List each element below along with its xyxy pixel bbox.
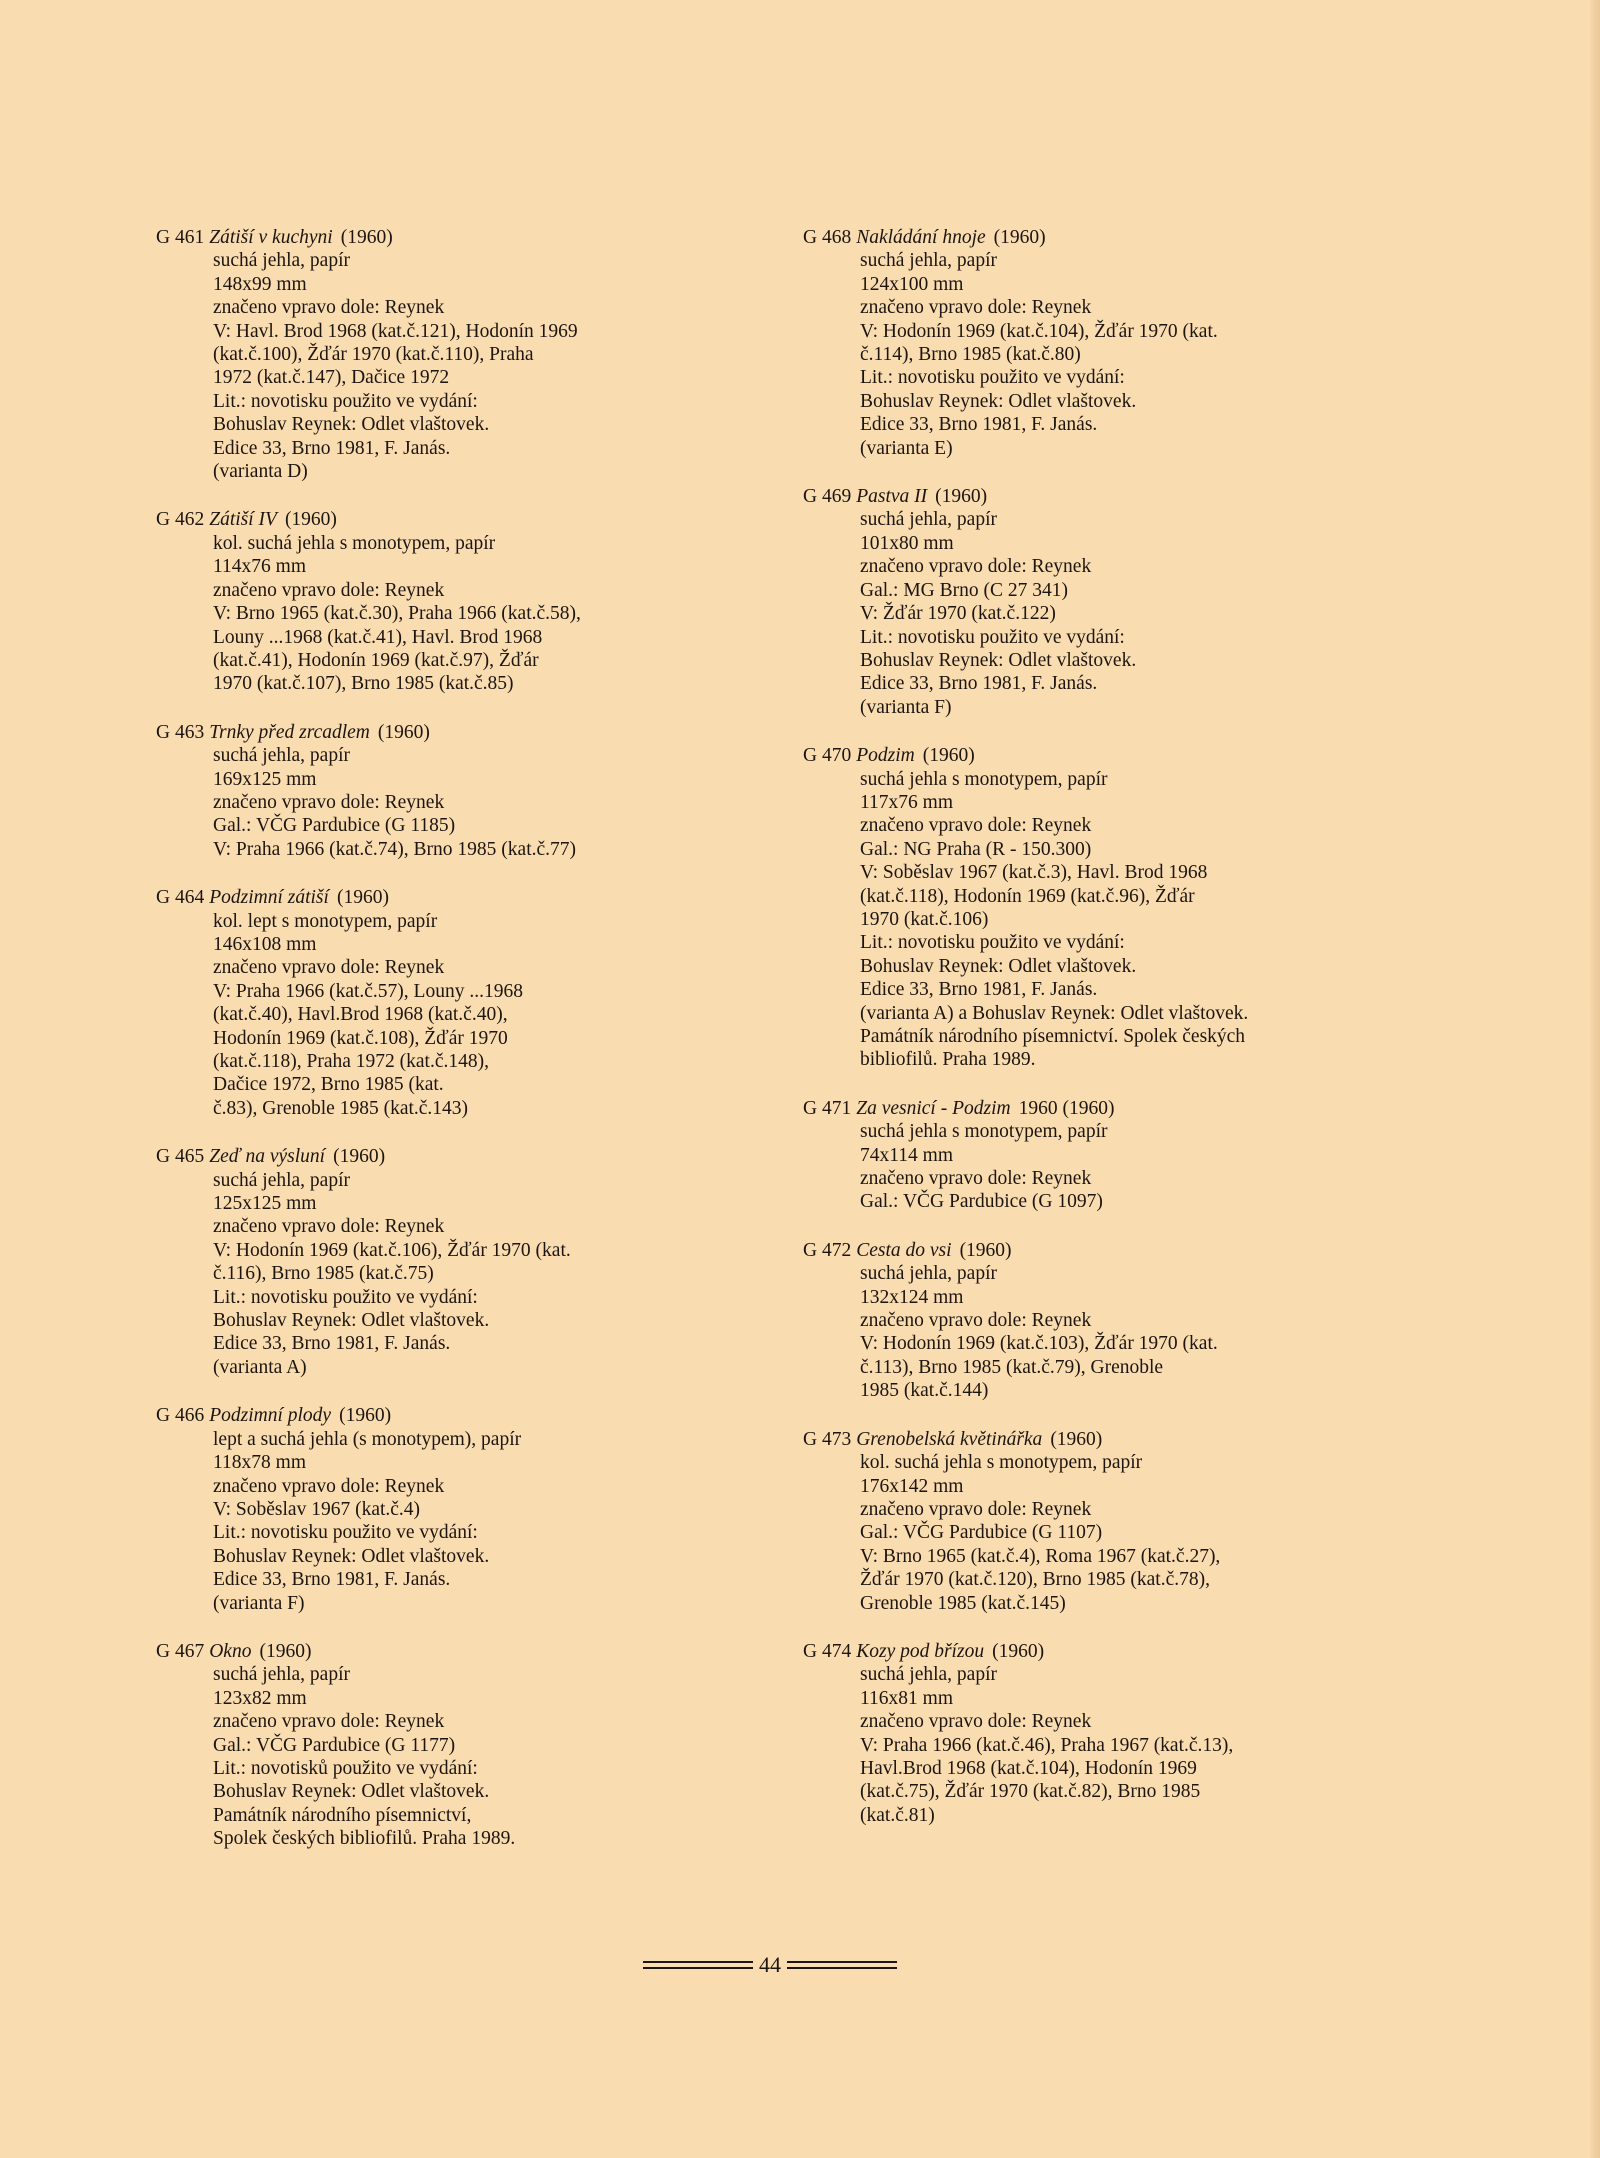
entry-detail-line: (varianta F) [213,1592,305,1614]
entry-details [156,1663,676,1850]
entry-detail-line: 1970 (kat.č.107), Brno 1985 (kat.č.85) [213,673,514,695]
entry-detail-line: značeno vpravo dole: Reynek [213,1475,445,1497]
entry-detail-line: Lit.: novotisku použito ve vydání: [213,390,478,412]
catalog-column-left [156,226,676,1876]
entry-detail-line: 118x78 mm [213,1452,306,1474]
entry-year: (1960) [935,486,988,508]
entry-detail-line: Bohuslav Reynek: Odlet vlaštovek. [860,649,1137,671]
entry-details [803,249,1323,460]
entry-detail-line: kol. lept s monotypem, papír [213,910,438,932]
entry-detail-line: suchá jehla s monotypem, papír [860,1121,1108,1143]
entry-detail-line: suchá jehla, papír [860,509,997,531]
entry-detail-line: značeno vpravo dole: Reynek [860,556,1092,578]
entry-detail-line: (kat.č.118), Hodonín 1969 (kat.č.96), Žďár [860,885,1195,907]
entry-number: G 465 [156,1146,205,1168]
entry-detail-line: 123x82 mm [213,1687,307,1709]
entry-detail-line: Bohuslav Reynek: Odlet vlaštovek. [860,955,1137,977]
entry-detail-line: č.113), Brno 1985 (kat.č.79), Grenoble [860,1356,1164,1378]
entry-heading [803,485,1323,508]
entry-detail-line: Lit.: novotisků použito ve vydání: [213,1757,478,1779]
entry-heading [156,508,676,531]
entry-detail-line: značeno vpravo dole: Reynek [860,1711,1092,1733]
entry-detail-line: Edice 33, Brno 1981, F. Janás. [213,1569,451,1591]
entry-detail-line: Grenoble 1985 (kat.č.145) [860,1592,1066,1614]
page-footer [625,1950,915,1980]
entry-title: Podzimní zátiší [209,887,329,909]
entry-detail-line: Hodonín 1969 (kat.č.108), Žďár 1970 [213,1027,508,1049]
entry-detail-line: značeno vpravo dole: Reynek [213,297,445,319]
entry-detail-line: suchá jehla, papír [860,250,997,272]
entry-heading [156,721,676,744]
entry-details [803,508,1323,719]
entry-details [156,532,676,696]
entry-number: G 471 [803,1097,852,1119]
entry-detail-line: (kat.č.41), Hodonín 1969 (kat.č.97), Žďár [213,649,539,671]
entry-detail-line: V: Havl. Brod 1968 (kat.č.121), Hodonín 1969 [213,320,578,342]
entry-detail-line: V: Žďár 1970 (kat.č.122) [860,603,1056,625]
entry-year: (1960) [339,1405,392,1427]
entry-detail-line: 1970 (kat.č.106) [860,908,989,930]
entry-detail-line: Bohuslav Reynek: Odlet vlaštovek. [213,414,490,436]
entry-detail-line: 176x142 mm [860,1475,964,1497]
entry-detail-line: Bohuslav Reynek: Odlet vlaštovek. [860,390,1137,412]
entry-detail-line: lept a suchá jehla (s monotypem), papír [213,1428,522,1450]
catalog-entry [803,226,1323,460]
entry-detail-line: (varianta A) a Bohuslav Reynek: Odlet vlaštovek. [860,1002,1249,1024]
entry-number: G 472 [803,1239,852,1261]
entry-details [156,249,676,483]
entry-title: Kozy pod břízou [856,1640,985,1662]
entry-detail-line: Edice 33, Brno 1981, F. Janás. [860,979,1098,1001]
entry-title: Cesta do vsi [856,1239,952,1261]
entry-heading [156,1404,676,1427]
entry-year: (1960) [1050,1428,1103,1450]
entry-detail-line: Bohuslav Reynek: Odlet vlaštovek. [213,1545,490,1567]
entry-detail-line: suchá jehla s monotypem, papír [860,768,1108,790]
entry-detail-line: Bohuslav Reynek: Odlet vlaštovek. [213,1781,490,1803]
entry-heading [803,1640,1323,1663]
entry-details [156,1169,676,1380]
entry-detail-line: značeno vpravo dole: Reynek [213,1216,445,1238]
entry-detail-line: Lit.: novotisku použito ve vydání: [860,626,1125,648]
entry-detail-line: V: Hodonín 1969 (kat.č.103), Žďár 1970 (kat. [860,1333,1218,1355]
entry-detail-line: V: Soběslav 1967 (kat.č.3), Havl. Brod 1968 [860,862,1208,884]
entry-detail-line: V: Soběslav 1967 (kat.č.4) [213,1498,421,1520]
catalog-entry [803,1097,1323,1214]
entry-year: (1960) [922,745,975,767]
entry-number: G 462 [156,509,205,531]
entry-detail-line: 116x81 mm [860,1687,953,1709]
entry-detail-line: značeno vpravo dole: Reynek [213,579,445,601]
page-edge [1590,0,1600,2158]
entry-detail-line: Havl.Brod 1968 (kat.č.104), Hodonín 1969 [860,1757,1197,1779]
entry-title: Podzim [856,745,915,767]
entry-detail-line: V: Brno 1965 (kat.č.30), Praha 1966 (kat.č.58), [213,603,581,625]
entry-number: G 469 [803,486,852,508]
catalog-entry [156,886,676,1120]
catalog-entry [156,1404,676,1615]
entry-detail-line: (varianta D) [213,461,308,483]
entry-details [803,1663,1323,1827]
catalog-entry [803,1239,1323,1403]
entry-detail-line: Lit.: novotisku použito ve vydání: [213,1286,478,1308]
entry-detail-line: V: Brno 1965 (kat.č.4), Roma 1967 (kat.č.27), [860,1545,1221,1567]
entry-detail-line: suchá jehla, papír [213,1169,350,1191]
entry-details [156,1428,676,1615]
entry-detail-line: (varianta E) [860,437,953,459]
entry-heading [803,1239,1323,1262]
entry-detail-line: Bohuslav Reynek: Odlet vlaštovek. [213,1310,490,1332]
entry-detail-line: suchá jehla, papír [213,1664,350,1686]
catalog-entry [156,1145,676,1379]
entry-detail-line: (kat.č.100), Žďár 1970 (kat.č.110), Praha [213,344,534,366]
entry-detail-line: 146x108 mm [213,933,317,955]
entry-detail-line: Lit.: novotisku použito ve vydání: [860,367,1125,389]
entry-details [803,1262,1323,1402]
entry-number: G 467 [156,1640,205,1662]
entry-detail-line: Edice 33, Brno 1981, F. Janás. [213,437,451,459]
footer-rule-right [787,1958,897,1972]
entry-detail-line: značeno vpravo dole: Reynek [860,815,1092,837]
entry-detail-line: značeno vpravo dole: Reynek [860,1310,1092,1332]
entry-title: Grenobelská květinářka [856,1428,1043,1450]
entry-title: Nakládání hnoje [856,227,986,248]
entry-detail-line: Památník národního písemnictví, [213,1804,472,1826]
entry-number: G 474 [803,1640,852,1662]
entry-number: G 468 [803,227,852,248]
entry-year: (1960) [340,227,393,248]
entry-detail-line: kol. suchá jehla s monotypem, papír [860,1452,1143,1474]
entry-detail-line: kol. suchá jehla s monotypem, papír [213,532,496,554]
catalog-entry [156,1640,676,1851]
catalog-entry [803,485,1323,719]
entry-title: Podzimní plody [209,1405,332,1427]
entry-detail-line: Gal.: VČG Pardubice (G 1177) [213,1734,456,1756]
entry-detail-line: suchá jehla, papír [213,250,350,272]
entry-detail-line: 101x80 mm [860,532,954,554]
entry-heading [803,226,1323,249]
entry-detail-line: 117x76 mm [860,791,953,813]
entry-detail-line: Gal.: NG Praha (R - 150.300) [860,838,1092,860]
entry-details [803,1120,1323,1214]
entry-detail-line: 169x125 mm [213,768,317,790]
entry-detail-line: č.83), Grenoble 1985 (kat.č.143) [213,1097,469,1119]
entry-year: 1960 (1960) [1018,1097,1115,1119]
entry-detail-line: suchá jehla, papír [213,745,350,767]
entry-title: Okno [209,1640,252,1662]
page-number: 44 [759,1952,781,1977]
entry-title: Pastva II [856,486,928,508]
entry-heading [156,1640,676,1663]
entry-detail-line: Dačice 1972, Brno 1985 (kat. [213,1074,444,1096]
entry-detail-line: značeno vpravo dole: Reynek [213,1711,445,1733]
catalog-entry [803,1640,1323,1827]
entry-detail-line: 132x124 mm [860,1286,964,1308]
entry-heading [156,886,676,909]
entry-number: G 473 [803,1428,852,1450]
entry-heading [803,1097,1323,1120]
entry-detail-line: Edice 33, Brno 1981, F. Janás. [860,414,1098,436]
entry-title: Trnky před zrcadlem [209,721,370,743]
entry-detail-line: (kat.č.75), Žďár 1970 (kat.č.82), Brno 1985 [860,1781,1201,1803]
entry-detail-line: Spolek českých bibliofilů. Praha 1989. [213,1828,516,1850]
entry-detail-line: V: Hodonín 1969 (kat.č.104), Žďár 1970 (kat. [860,320,1218,342]
entry-detail-line: (kat.č.40), Havl.Brod 1968 (kat.č.40), [213,1004,508,1026]
entry-number: G 470 [803,745,852,767]
entry-year: (1960) [259,1640,312,1662]
entry-detail-line: V: Hodonín 1969 (kat.č.106), Žďár 1970 (kat. [213,1239,571,1261]
entry-detail-line: Žďár 1970 (kat.č.120), Brno 1985 (kat.č.78), [860,1569,1210,1591]
entry-details [803,768,1323,1072]
entry-heading [803,744,1323,767]
entry-detail-line: suchá jehla, papír [860,1263,997,1285]
entry-detail-line: Louny ...1968 (kat.č.41), Havl. Brod 1968 [213,626,543,648]
entry-heading [803,1428,1323,1451]
entry-detail-line: bibliofilů. Praha 1989. [860,1049,1036,1071]
entry-number: G 463 [156,721,205,743]
entry-detail-line: 1972 (kat.č.147), Dačice 1972 [213,367,450,389]
catalog-entry [156,508,676,695]
entry-number: G 461 [156,227,205,248]
entry-heading [156,226,676,249]
entry-detail-line: 148x99 mm [213,273,307,295]
entry-detail-line: (varianta A) [213,1356,307,1378]
entry-detail-line: 1985 (kat.č.144) [860,1380,989,1402]
entry-detail-line: (kat.č.118), Praha 1972 (kat.č.148), [213,1051,489,1072]
catalog-column-right [803,226,1323,1852]
catalog-entry [803,744,1323,1072]
entry-detail-line: Gal.: VČG Pardubice (G 1185) [213,815,456,837]
entry-detail-line: značeno vpravo dole: Reynek [860,1498,1092,1520]
entry-year: (1960) [284,509,337,531]
entry-year: (1960) [377,721,430,743]
entry-detail-line: značeno vpravo dole: Reynek [860,297,1092,319]
entry-title: Zátiší IV [209,509,277,531]
entry-detail-line: značeno vpravo dole: Reynek [860,1168,1092,1190]
entry-detail-line: Gal.: MG Brno (C 27 341) [860,579,1068,601]
entry-detail-line: Památník národního písemnictví. Spolek českých [860,1026,1246,1047]
entry-detail-line: V: Praha 1966 (kat.č.74), Brno 1985 (kat.č.77) [213,838,577,860]
entry-detail-line: suchá jehla, papír [860,1664,997,1686]
entry-detail-line: 124x100 mm [860,273,964,295]
entry-detail-line: V: Praha 1966 (kat.č.57), Louny ...1968 [213,980,523,1002]
entry-detail-line: (kat.č.81) [860,1804,935,1826]
entry-detail-line: Gal.: VČG Pardubice (G 1107) [860,1522,1103,1544]
entry-heading [156,1145,676,1168]
entry-year: (1960) [959,1239,1012,1261]
entry-detail-line: značeno vpravo dole: Reynek [213,791,445,813]
entry-details [803,1451,1323,1615]
entry-detail-line: Edice 33, Brno 1981, F. Janás. [213,1333,451,1355]
entry-detail-line: Edice 33, Brno 1981, F. Janás. [860,673,1098,695]
footer-rule-left [643,1958,753,1972]
entry-detail-line: 125x125 mm [213,1193,317,1215]
entry-detail-line: Gal.: VČG Pardubice (G 1097) [860,1191,1103,1213]
entry-details [156,744,676,861]
catalog-entry [156,721,676,861]
entry-year: (1960) [333,1146,386,1168]
entry-number: G 466 [156,1405,205,1427]
entry-number: G 464 [156,887,205,909]
entry-title: Za vesnicí - Podzim [856,1097,1011,1119]
entry-detail-line: Lit.: novotisku použito ve vydání: [213,1522,478,1544]
entry-year: (1960) [993,227,1046,248]
entry-title: Zeď na výsluní [209,1146,326,1168]
entry-title: Zátiší v kuchyni [209,227,333,248]
entry-detail-line: č.114), Brno 1985 (kat.č.80) [860,344,1081,366]
entry-detail-line: V: Praha 1966 (kat.č.46), Praha 1967 (kat.č.13), [860,1734,1234,1756]
entry-year: (1960) [336,887,389,909]
entry-detail-line: 114x76 mm [213,556,306,578]
entry-detail-line: Lit.: novotisku použito ve vydání: [860,932,1125,954]
entry-detail-line: značeno vpravo dole: Reynek [213,957,445,979]
catalog-entry [156,226,676,483]
entry-detail-line: (varianta F) [860,696,952,718]
entry-details [156,910,676,1121]
catalog-entry [803,1428,1323,1615]
entry-year: (1960) [992,1640,1045,1662]
entry-detail-line: č.116), Brno 1985 (kat.č.75) [213,1263,434,1285]
entry-detail-line: 74x114 mm [860,1144,953,1166]
